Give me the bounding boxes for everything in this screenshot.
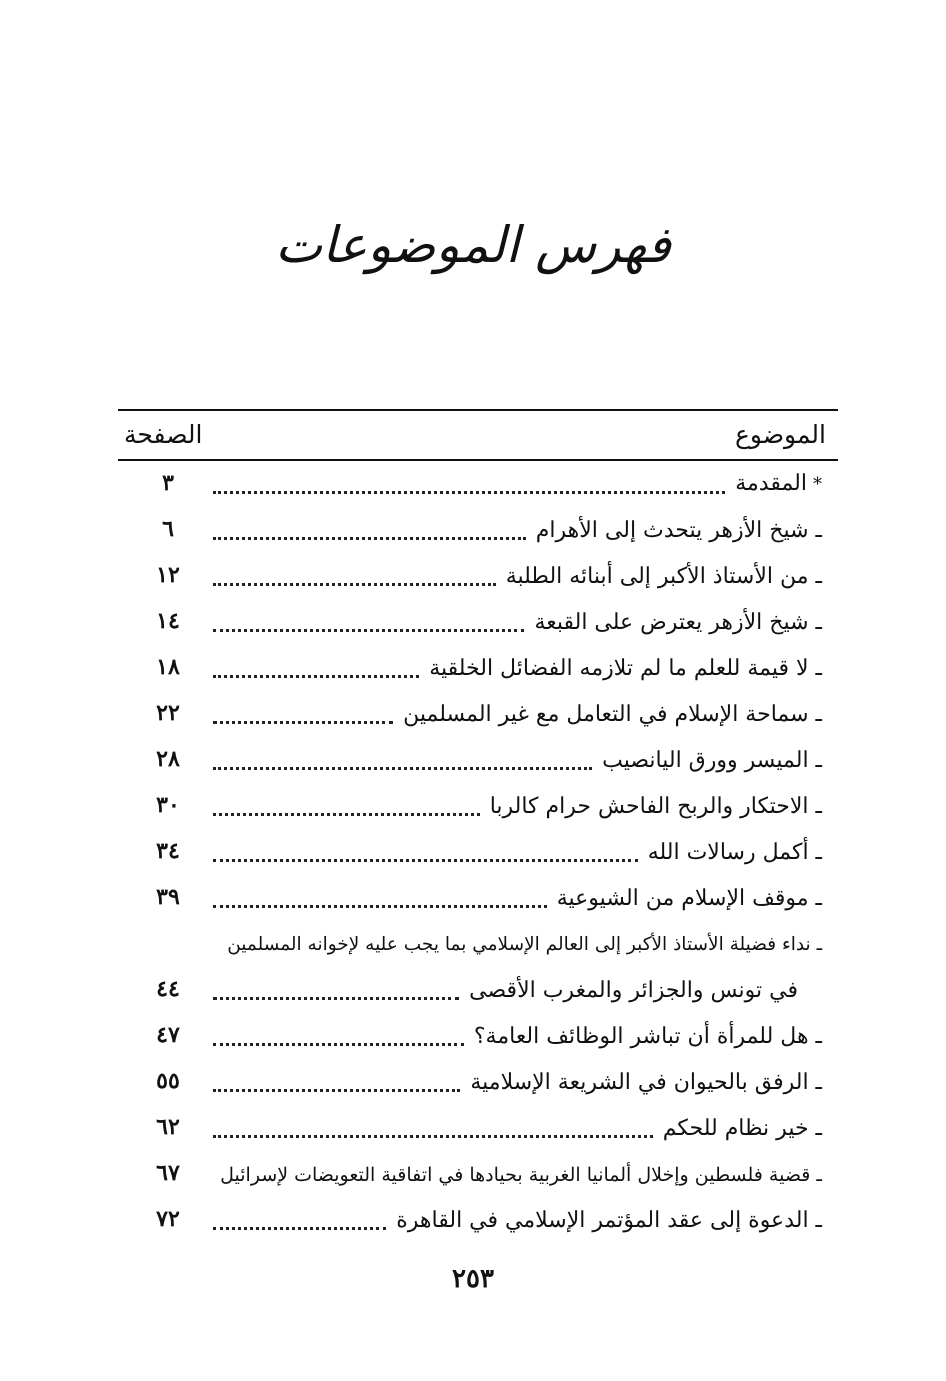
entry-title: ـ الاحتكار والربح الفاحش حرام كالربا: [489, 794, 822, 819]
toc-entry: [118, 921, 838, 967]
dot-leader: [213, 583, 496, 586]
dot-leader: [213, 675, 419, 678]
entry-title: ـ خير نظام للحكم: [662, 1116, 822, 1141]
entry-title: ـ نداء فضيلة الأستاذ الأكبر إلى العالم الإسلامي بما يجب عليه لإخوانه المسلمين: [227, 934, 822, 955]
entry-title: ـ أكمل رسالات الله: [647, 840, 822, 865]
toc-entry: [118, 737, 838, 783]
entry-page-number: ٦: [162, 516, 174, 542]
page-number-footer: ٢٥٣: [452, 1264, 494, 1294]
entry-title: ـ سماحة الإسلام في التعامل مع غير المسلمين: [403, 702, 822, 727]
entry-page-number: ٣٠: [156, 792, 180, 818]
entry-title: ـ من الأستاذ الأكبر إلى أبنائه الطلبة: [505, 564, 822, 589]
entry-page-number: ١٢: [156, 562, 180, 588]
dot-leader: [213, 997, 459, 1000]
header-topic: الموضوع: [735, 420, 826, 449]
dot-leader: [213, 1089, 460, 1092]
entry-page-number: ٥٥: [156, 1068, 180, 1094]
entry-title: في تونس والجزائر والمغرب الأقصى: [469, 978, 798, 1003]
entry-title: ـ الرفق بالحيوان في الشريعة الإسلامية: [470, 1070, 822, 1095]
toc-entry: [118, 691, 838, 737]
toc-entry: [118, 1059, 838, 1105]
page-title: فهرس الموضوعات: [275, 216, 671, 274]
toc-entry: [118, 645, 838, 691]
toc-entry: [118, 1105, 838, 1151]
toc-rows: [118, 461, 838, 1243]
entry-title: ـ قضية فلسطين وإخلال ألمانيا الغربية بحيادها في اتفاقية التعويضات لإسرائيل: [220, 1164, 822, 1186]
entry-page-number: ٦٧: [156, 1160, 180, 1186]
dot-leader: [213, 859, 638, 862]
entry-title: *المقدمة: [735, 471, 822, 496]
entry-title: ـ لا قيمة للعلم ما لم تلازمه الفضائل الخلقية: [429, 656, 822, 681]
toc-entry: [118, 967, 838, 1013]
entry-page-number: ١٤: [156, 608, 180, 634]
dot-leader: [213, 491, 725, 494]
toc-entry: [118, 1197, 838, 1243]
entry-title: ـ موقف الإسلام من الشيوعية: [556, 886, 822, 911]
entry-page-number: ٤٤: [156, 976, 180, 1002]
entry-title: ـ شيخ الأزهر يعترض على القبعة: [534, 610, 822, 635]
dot-leader: [213, 905, 547, 908]
toc-entry: [118, 507, 838, 553]
toc-entry: [118, 875, 838, 921]
dot-leader: [213, 721, 393, 724]
dot-leader: [213, 767, 592, 770]
toc-entry: [118, 553, 838, 599]
dot-leader: [213, 813, 480, 816]
asterisk-marker: *: [813, 474, 822, 495]
toc-entry: [118, 783, 838, 829]
entry-title: ـ شيخ الأزهر يتحدث إلى الأهرام: [535, 518, 822, 543]
toc-entry: [118, 829, 838, 875]
toc-entry: [118, 1013, 838, 1059]
entry-page-number: ٢٨: [156, 746, 180, 772]
dot-leader: [213, 629, 524, 632]
entry-page-number: ٢٢: [156, 700, 180, 726]
entry-title: ـ هل للمرأة أن تباشر الوظائف العامة؟: [473, 1024, 822, 1049]
entry-page-number: ٣٩: [156, 884, 180, 910]
entry-page-number: ٤٧: [156, 1022, 180, 1048]
dot-leader: [213, 537, 526, 540]
entry-page-number: ٣: [162, 470, 174, 496]
entry-title: ـ الميسر وورق اليانصيب: [602, 748, 822, 773]
entry-page-number: ٧٢: [156, 1206, 180, 1232]
toc-entry: [118, 1151, 838, 1197]
toc-table: [118, 409, 838, 1243]
toc-header: [118, 411, 838, 459]
entry-page-number: ١٨: [156, 654, 180, 680]
dot-leader: [213, 1043, 464, 1046]
toc-entry: [118, 461, 838, 507]
entry-page-number: ٦٢: [156, 1114, 180, 1140]
dot-leader: [213, 1135, 653, 1138]
dot-leader: [213, 1227, 386, 1230]
entry-page-number: ٣٤: [156, 838, 180, 864]
entry-title: ـ الدعوة إلى عقد المؤتمر الإسلامي في القاهرة: [396, 1208, 822, 1233]
header-page: الصفحة: [124, 420, 203, 449]
toc-entry: [118, 599, 838, 645]
